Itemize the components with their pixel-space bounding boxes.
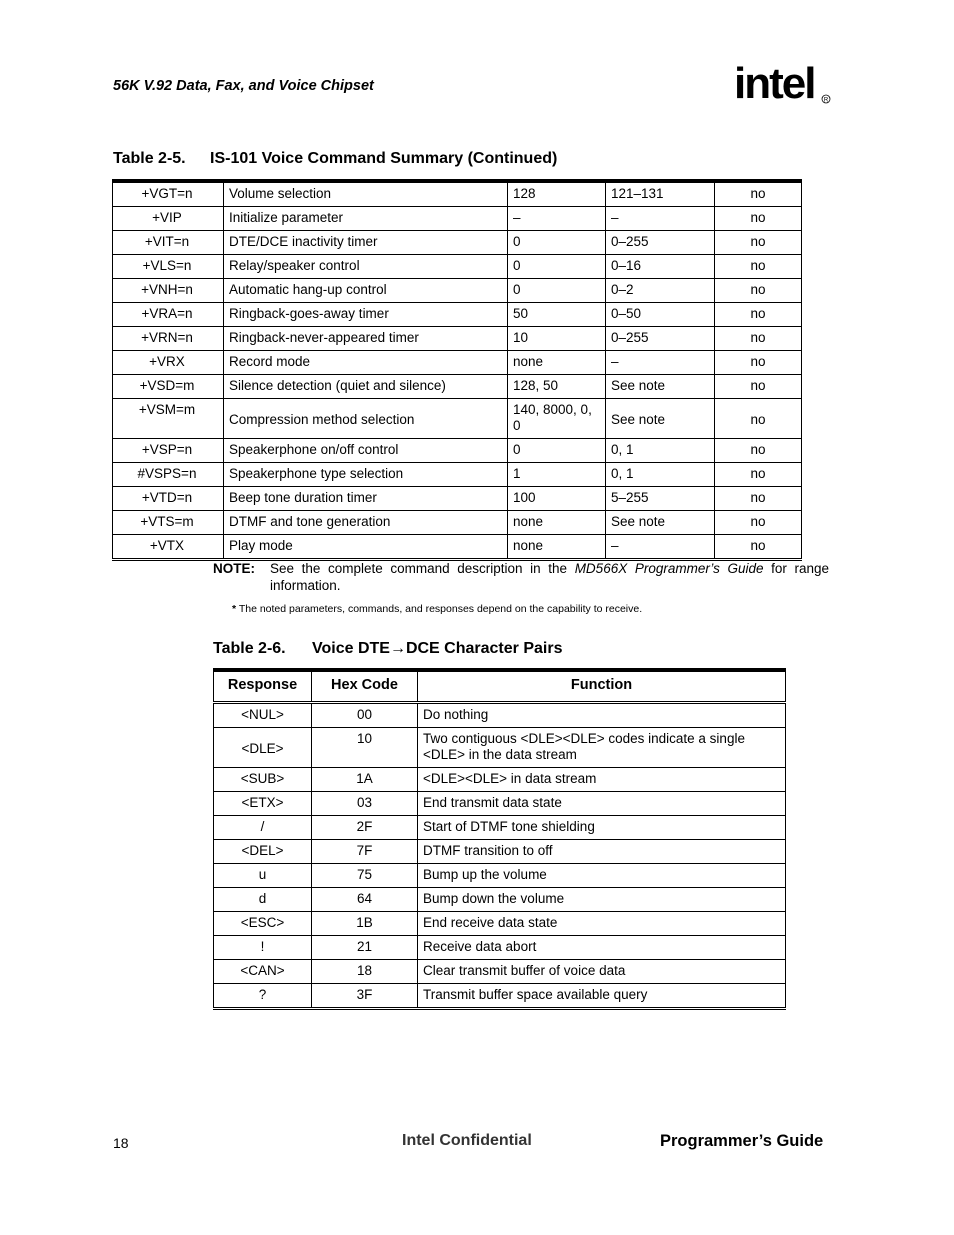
table-cell: 0 — [508, 279, 606, 303]
table-cell: Do nothing — [418, 703, 786, 728]
footnote: * The noted parameters, commands, and responses depend on the capability to receive. — [232, 603, 643, 615]
table-cell: 10 — [312, 728, 418, 768]
table-cell: 1B — [312, 912, 418, 936]
table-row — [113, 511, 802, 535]
table-cell: <ETX> — [214, 792, 312, 816]
table-cell: no — [715, 463, 802, 487]
intel-logo — [734, 58, 834, 118]
table-cell: 00 — [312, 703, 418, 728]
table-row — [214, 960, 786, 984]
table-row — [214, 888, 786, 912]
table-cell: Play mode — [224, 535, 508, 560]
table-cell: 1A — [312, 768, 418, 792]
table-cell: +VTX — [113, 535, 224, 560]
table-cell: <SUB> — [214, 768, 312, 792]
table-cell: 0–255 — [606, 231, 715, 255]
table-cell: +VIT=n — [113, 231, 224, 255]
table-2-6-caption — [213, 640, 562, 658]
table-cell: Volume selection — [224, 181, 508, 207]
table-cell: <DLE> — [214, 728, 312, 768]
table-cell: – — [606, 535, 715, 560]
table-cell: none — [508, 351, 606, 375]
table-cell: +VTS=m — [113, 511, 224, 535]
table-cell: +VGT=n — [113, 181, 224, 207]
table-header-row — [214, 670, 786, 703]
table-2-5-title: IS-101 Voice Command Summary (Continued) — [210, 150, 558, 167]
table-cell: ? — [214, 984, 312, 1009]
table-cell: no — [715, 375, 802, 399]
table-row — [113, 487, 802, 511]
table-row — [113, 463, 802, 487]
table-cell: Bump up the volume — [418, 864, 786, 888]
table-cell: 5–255 — [606, 487, 715, 511]
table-row — [214, 703, 786, 728]
table-2-6-title: Voice DTE→DCE Character Pairs — [312, 640, 563, 657]
table-row — [113, 351, 802, 375]
table-cell: Automatic hang-up control — [224, 279, 508, 303]
table-cell: +VSM=m — [113, 399, 224, 439]
table-cell: DTMF transition to off — [418, 840, 786, 864]
table-cell: u — [214, 864, 312, 888]
table-cell: 0 — [508, 255, 606, 279]
table-cell: 75 — [312, 864, 418, 888]
table-row — [214, 840, 786, 864]
table-cell: <DEL> — [214, 840, 312, 864]
table-cell: <DLE><DLE> in data stream — [418, 768, 786, 792]
table-cell: DTE/DCE inactivity timer — [224, 231, 508, 255]
table-row — [113, 255, 802, 279]
table-cell: 2F — [312, 816, 418, 840]
table-cell: #VSPS=n — [113, 463, 224, 487]
note-label: NOTE: — [213, 561, 255, 576]
document-title: 56K V.92 Data, Fax, and Voice Chipset — [113, 78, 374, 94]
table-cell: / — [214, 816, 312, 840]
table-cell: 1 — [508, 463, 606, 487]
table-row — [214, 792, 786, 816]
table-cell: Initialize parameter — [224, 207, 508, 231]
table-cell: no — [715, 327, 802, 351]
table-cell: +VSP=n — [113, 439, 224, 463]
table-cell: no — [715, 439, 802, 463]
table-cell: End transmit data state — [418, 792, 786, 816]
table-cell: 100 — [508, 487, 606, 511]
column-header-hex-code: Hex Code — [312, 670, 418, 703]
table-cell: Beep tone duration timer — [224, 487, 508, 511]
table-row — [113, 181, 802, 207]
table-cell: 0 — [508, 231, 606, 255]
table-cell: no — [715, 255, 802, 279]
table-cell: 0–255 — [606, 327, 715, 351]
table-2-5-number: Table 2-5. — [113, 150, 186, 167]
table-cell: Start of DTMF tone shielding — [418, 816, 786, 840]
table-cell: Two contiguous <DLE><DLE> codes indicate a single <DLE> in the data stream — [418, 728, 786, 768]
table-cell: 21 — [312, 936, 418, 960]
table-cell: +VLS=n — [113, 255, 224, 279]
table-cell: ! — [214, 936, 312, 960]
table-cell: Transmit buffer space available query — [418, 984, 786, 1009]
table-cell: no — [715, 279, 802, 303]
column-header-response: Response — [214, 670, 312, 703]
table-cell: <NUL> — [214, 703, 312, 728]
table-cell: 0, 1 — [606, 463, 715, 487]
table-cell: Ringback-goes-away timer — [224, 303, 508, 327]
table-cell: Clear transmit buffer of voice data — [418, 960, 786, 984]
svg-text:R: R — [823, 97, 829, 104]
table-row — [214, 864, 786, 888]
table-cell: 0–16 — [606, 255, 715, 279]
table-cell: no — [715, 487, 802, 511]
table-row — [113, 303, 802, 327]
table-cell: 0, 1 — [606, 439, 715, 463]
table-row — [113, 439, 802, 463]
table-row — [214, 728, 786, 768]
table-cell: 0 — [508, 439, 606, 463]
table-cell: – — [606, 207, 715, 231]
table-cell: End receive data state — [418, 912, 786, 936]
table-cell: no — [715, 399, 802, 439]
table-row — [113, 327, 802, 351]
table-cell: Compression method selection — [224, 399, 508, 439]
table-cell: 64 — [312, 888, 418, 912]
table-cell: 3F — [312, 984, 418, 1009]
table-2-5-caption — [113, 150, 557, 168]
character-pairs-table — [213, 668, 786, 1010]
table-row — [113, 535, 802, 560]
table-cell: 18 — [312, 960, 418, 984]
table-cell: no — [715, 351, 802, 375]
table-cell: none — [508, 535, 606, 560]
table-2-6-number: Table 2-6. — [213, 640, 286, 657]
table-row — [214, 984, 786, 1009]
footer-guide-title: Programmer’s Guide — [660, 1132, 824, 1150]
column-header-function: Function — [418, 670, 786, 703]
table-row — [214, 816, 786, 840]
table-cell: no — [715, 181, 802, 207]
table-cell: <ESC> — [214, 912, 312, 936]
table-cell: – — [508, 207, 606, 231]
table-row — [113, 375, 802, 399]
table-cell: no — [715, 231, 802, 255]
table-row — [113, 207, 802, 231]
table-cell: +VTD=n — [113, 487, 224, 511]
note-text: See the complete command description in the MD566X Programmer’s Guide for range information. — [270, 561, 829, 593]
table-cell: 0–50 — [606, 303, 715, 327]
table-cell: Ringback-never-appeared timer — [224, 327, 508, 351]
table-cell: Bump down the volume — [418, 888, 786, 912]
table-cell: +VRX — [113, 351, 224, 375]
table-cell: 128, 50 — [508, 375, 606, 399]
table-row — [113, 279, 802, 303]
table-cell: Speakerphone on/off control — [224, 439, 508, 463]
table-cell: none — [508, 511, 606, 535]
table-cell: Record mode — [224, 351, 508, 375]
table-cell: 140, 8000, 0, 0 — [508, 399, 606, 439]
table-row — [214, 912, 786, 936]
table-cell: 128 — [508, 181, 606, 207]
table-cell: Speakerphone type selection — [224, 463, 508, 487]
table-cell: 121–131 — [606, 181, 715, 207]
table-cell: no — [715, 207, 802, 231]
table-cell: no — [715, 535, 802, 560]
footer-confidential: Intel Confidential — [402, 1132, 532, 1149]
table-cell: d — [214, 888, 312, 912]
table-row — [214, 936, 786, 960]
table-cell: <CAN> — [214, 960, 312, 984]
table-cell: +VRN=n — [113, 327, 224, 351]
table-cell: 7F — [312, 840, 418, 864]
table-cell: no — [715, 511, 802, 535]
table-cell: Silence detection (quiet and silence) — [224, 375, 508, 399]
page-number: 18 — [113, 1135, 129, 1151]
table-cell: See note — [606, 375, 715, 399]
table-cell: Receive data abort — [418, 936, 786, 960]
table-cell: DTMF and tone generation — [224, 511, 508, 535]
table-cell: 50 — [508, 303, 606, 327]
voice-command-summary-table — [112, 179, 802, 561]
table-cell: Relay/speaker control — [224, 255, 508, 279]
table-cell: +VSD=m — [113, 375, 224, 399]
table-cell: See note — [606, 511, 715, 535]
table-cell: 03 — [312, 792, 418, 816]
table-row — [113, 231, 802, 255]
table-cell: See note — [606, 399, 715, 439]
table-cell: +VRA=n — [113, 303, 224, 327]
table-cell: no — [715, 303, 802, 327]
table-cell: 0–2 — [606, 279, 715, 303]
table-cell: +VIP — [113, 207, 224, 231]
table-row — [113, 399, 802, 439]
table-cell: 10 — [508, 327, 606, 351]
table-row — [214, 768, 786, 792]
svg-text:intel: intel — [734, 59, 815, 108]
table-cell: – — [606, 351, 715, 375]
table-cell: +VNH=n — [113, 279, 224, 303]
